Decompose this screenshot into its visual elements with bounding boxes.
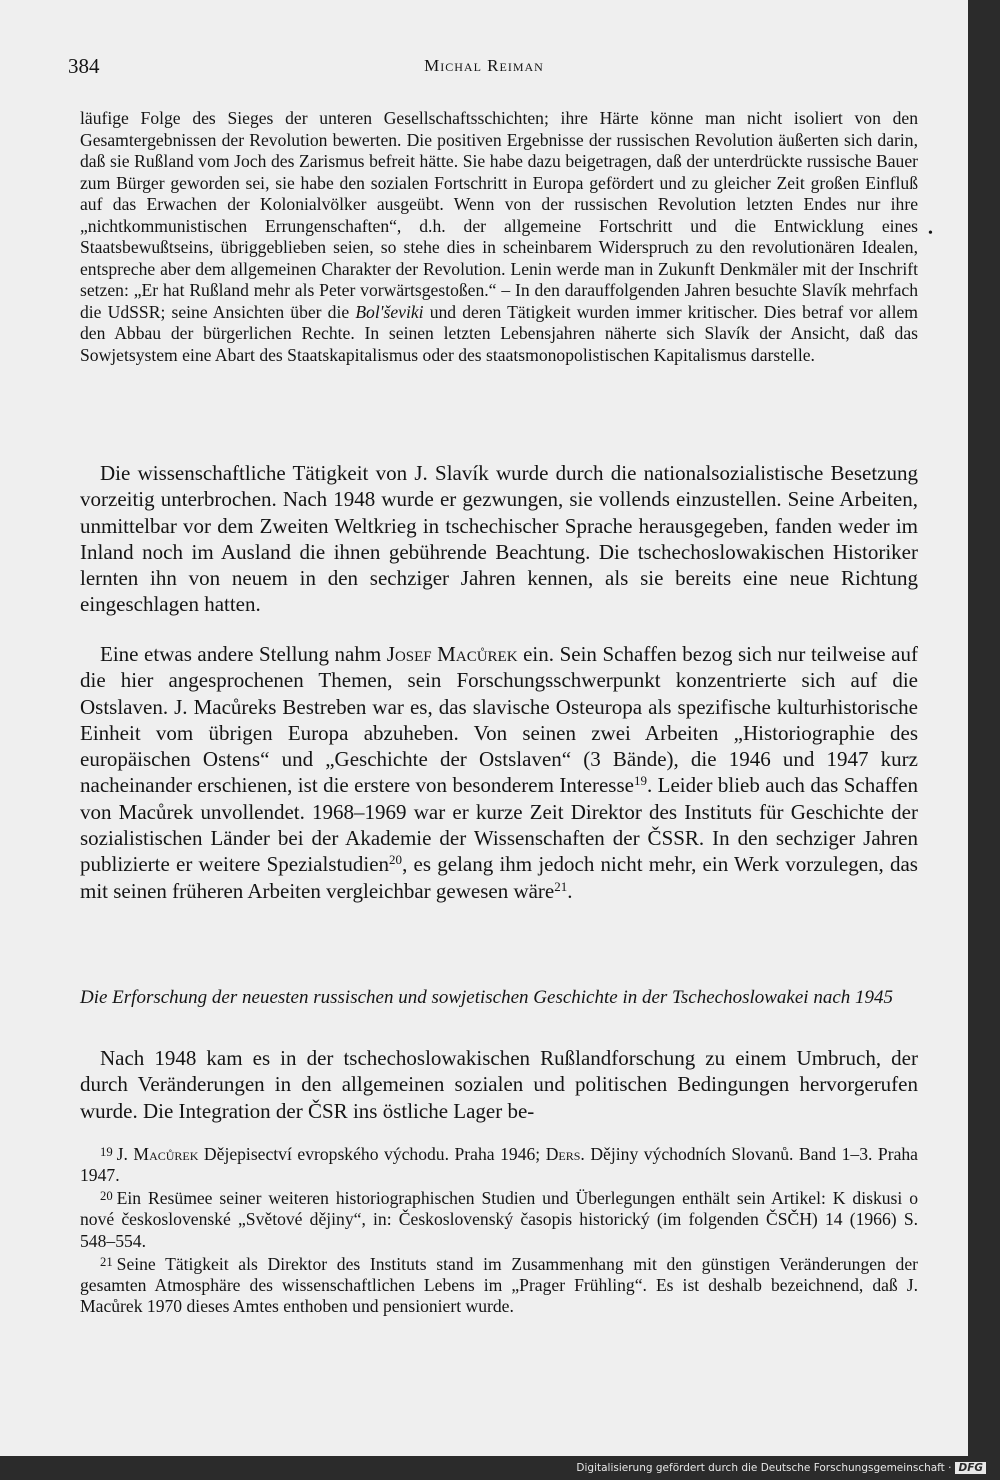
italic-term: Bol'ševiki (355, 301, 424, 322)
person-name: Josef Macůrek (386, 642, 518, 666)
footnote-ref[interactable]: 19 (633, 773, 647, 789)
credit-text: Digitalisierung gefördert durch die Deutsche Forschungsgemeinschaft · (576, 1462, 952, 1474)
summary-paragraph (80, 108, 918, 366)
author-name: J. Macůrek (116, 1143, 199, 1164)
page-number: 384 (68, 54, 100, 78)
text-run: ein. Sein Schaffen bezog sich nur teilweise auf die hier angesprochenen Themen, sein Forschungsschwerpunkt konzentrierte sich auf die Ostslaven. J. Macůreks Bestreben war es, das slavische Osteuropa als spezifische kulturhistorische Einheit vom übrigen Europa abzuheben. Von seinen zwei Arbeiten „Historiographie des europäischen Ostens“ und „Geschichte der Ostslaven“ (3 Bände), die 1946 und 1947 kurz nacheinander erschienen, ist die erstere von besonderem Interesse (80, 642, 918, 798)
footnote-19 (80, 1142, 918, 1186)
footnote-number: 19 (100, 1145, 113, 1159)
section-heading: Die Erforschung der neuesten russischen und sowjetischen Geschichte in der Tschechoslowakei nach 1945 (80, 987, 894, 1008)
footnote-ref[interactable]: 21 (554, 878, 568, 894)
quoted-summary-block (80, 108, 918, 366)
text-run: . Leider blieb auch das Schaffen von Macůrek unvollendet. 1968–1969 war er kurze Zeit Direktor des Instituts für Geschichte der sozialistischen Länder bei der Akademie der Wissenschaften der ČSSR. In den sechziger Jahren publizierte er weitere Spezialstudien (80, 773, 918, 877)
body-paragraph-1 (80, 460, 918, 618)
footnote-number: 20 (100, 1189, 113, 1204)
summary-text-2: und deren Tätigkeit wurden immer kritischer. Dies betraf vor allem den Abbau der bürgerlichen Rechte. In seinen letzten Lebensjahren näherte sich Slavík der Ansicht, daß das Sowjetsystem eine Abart des Staatskapitalismus oder des staatsmonopolistischen Kapitalismus darstelle. (80, 301, 918, 365)
body-paragraph-3 (80, 1045, 918, 1124)
text-run: , es gelang ihm jedoch nicht mehr, ein Werk vorzulegen, das mit seinen früheren Arbeiten vergleichbar gewesen wäre (80, 852, 918, 903)
footnote-number: 21 (100, 1255, 113, 1270)
text-run: Eine etwas andere Stellung nahm (100, 642, 387, 666)
footnote-21 (80, 1252, 918, 1318)
footnotes (80, 1142, 918, 1318)
text-run: Dějiny východních Slovanů. Band 1–3. Praha 1947. (80, 1143, 918, 1186)
body-paragraph-2 (80, 641, 918, 904)
paragraph-text: Die wissenschaftliche Tätigkeit von J. Slavík wurde durch die nationalsozialistische Besetzung vorzeitig unterbrochen. Nach 1948 wurde er gezwungen, sie vollends einzustellen. Seine Arbeiten, unmittelbar vor dem Zweiten Weltkrieg in tschechischer Sprache herausgegeben, fanden weder im Inland noch im Ausland die ihnen gebührende Beachtung. Die tschechoslowakischen Historiker lernten ihn von neuem in den sechziger Jahren kennen, als sie bereits eine neue Richtung eingeschlagen hatten. (80, 461, 918, 617)
footnote-20 (80, 1186, 918, 1252)
footnote-text: Ein Resümee seiner weiteren historiographischen Studien und Überlegungen enthält sein Artikel: K diskusi o nové československé „Světové dějiny“, in: Československý časopis historický (im folgenden ČSČH) 14 (1966) S. 548–554. (80, 1188, 918, 1251)
footnote-text: Seine Tätigkeit als Direktor des Instituts stand im Zusammenhang mit den günstigen Veränderungen der gesamten Atmosphäre des wissenschaftlichen Lebens im „Prager Frühling“. Es ist deshalb bezeichnend, daß J. Macůrek 1970 dieses Amtes enthoben und pensioniert wurde. (80, 1253, 918, 1317)
author-abbrev: Ders. (545, 1143, 585, 1164)
running-title: Michal Reiman (424, 56, 544, 75)
margin-mark: • (928, 226, 933, 241)
paragraph-text (80, 641, 918, 904)
digitization-credit (576, 1458, 986, 1478)
dfg-logo: DFG (955, 1462, 986, 1474)
text-run: Dějepisectví evropského východu. Praha 1946; (198, 1143, 546, 1164)
summary-text-1: läufige Folge des Sieges der unteren Gesellschaftsschichten; ihre Härte könne man nicht isoliert von den Gesamtergebnissen der Revolution bewerten. Die positiven Ergebnisse der russischen Revolution äußerten sich darin, daß sie Rußland vom Joch des Zarismus befreit hätte. Sie habe dazu beigetragen, daß der unterdrückte russische Bauer zum Bürger geworden sei, sie habe den sozialen Fortschritt in Europa gefördert und zu gleicher Zeit großen Einfluß auf das Erwachen der Kolonialvölker ausgeübt. Wenn von der russischen Revolution letzten Endes nur ihre „nichtkommunistischen Errungenschaften“, d.h. der allgemeine Fortschritt und die Entwicklung eines Staatsbewußtseins, übriggeblieben seien, so stehe dies in scheinbarem Widerspruch zu den revolutionären Idealen, entspreche aber dem allgemeinen Charakter der Revolution. Lenin werde man in Zukunft Denkmäler mit der Inschrift setzen: „Er hat Rußland mehr als Peter vorwärtsgestoßen.“ – In den darauffolgenden Jahren besuchte Slavík mehrfach die UdSSR; seine Ansichten über die (80, 108, 918, 322)
footnote-ref[interactable]: 20 (389, 852, 403, 868)
paragraph-text: Nach 1948 kam es in der tschechoslowakischen Rußlandforschung zu einem Umbruch, der durch Veränderungen in den allgemeinen sozialen und politischen Bedingungen hervorgerufen wurde. Die Integration der ČSR ins östliche Lager be- (80, 1046, 918, 1123)
text-run: . (567, 878, 573, 903)
